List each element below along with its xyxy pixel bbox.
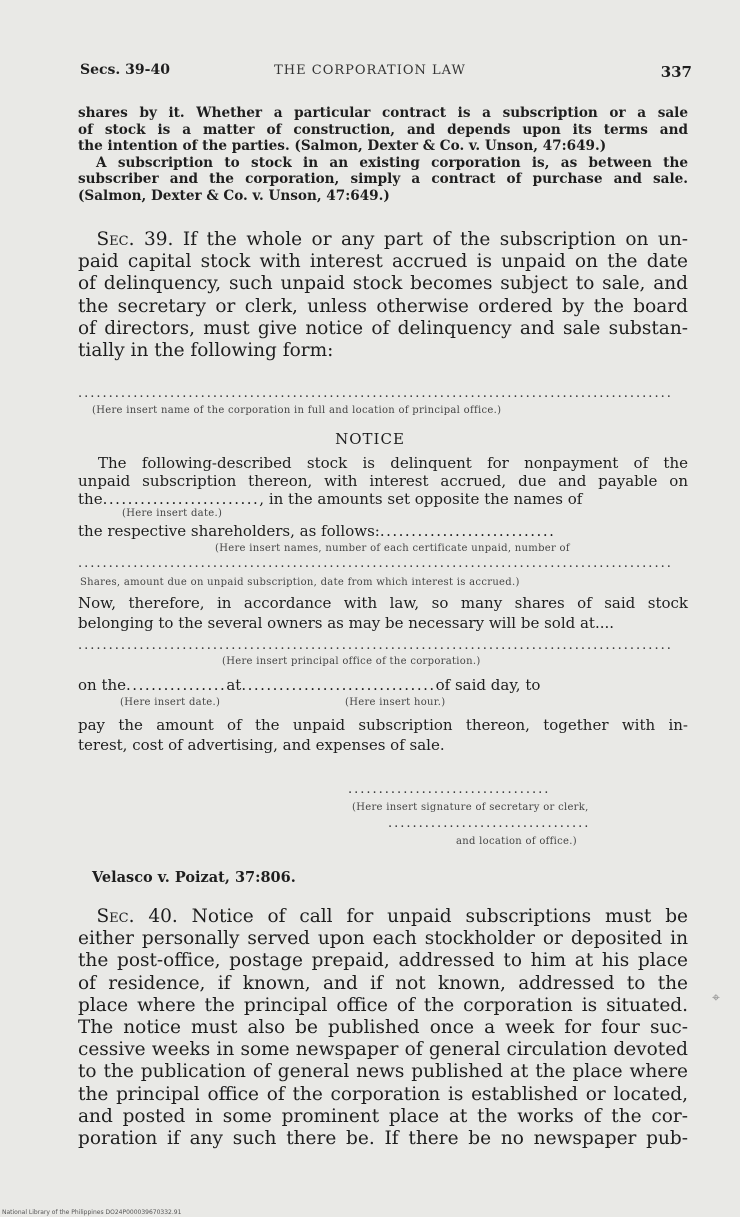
form-hint: and location of office.) [456,836,577,847]
section-39-line: the secretary or clerk, unless otherwise ordered by the board [78,295,688,317]
form-hint: (Here insert signature of secretary or clerk, [352,802,589,813]
section-40-line: The notice must also be published once a week for four suc- [78,1017,688,1039]
scan-mark: ⌖ [712,990,720,1006]
form-line: on the................at...............................of said day, to [78,676,541,694]
section-number: . 40. [128,906,178,927]
section-40-line: of residence, if known, and if not known, addressed to the [78,972,688,994]
section-39-line: of delinquency, such unpaid stock becomes subject to sale, and [78,273,688,295]
running-title: THE CORPORATION LAW [274,63,466,78]
form-line: the respective shareholders, as follows:............................ [78,522,556,540]
form-line: The following-described stock is delinquent for nonpayment of the [98,454,688,472]
section-reference: Secs. 39-40 [80,62,170,78]
form-hint: (Here insert hour.) [345,697,446,708]
scan-footer: National Library of the Philippines DO24P000039670332.91 [2,1209,182,1216]
section-40 [78,906,688,1150]
form-hint: (Here insert names, number of each certificate unpaid, number of [215,543,570,554]
form-hint: (Here insert name of the corporation in full and location of principal office.) [92,405,502,416]
section-40-line: either personally served upon each stockholder or deposited in [78,928,688,950]
section-label: Sec [96,906,129,927]
blank-line: ................................................................................................. [78,556,673,571]
section-39 [78,229,688,362]
blank-line: ................................................................................................. [78,386,673,401]
form-line: belonging to the several owners as may be necessary will be sold at.... [78,614,615,632]
note-line: the intention of the parties. (Salmon, Dexter & Co. v. Unson, 47:649.) [78,138,607,154]
form-line: unpaid subscription thereon, with interest accrued, due and payable on [78,472,688,490]
section-40-line: poration if any such there be. If there be no newspaper pub- [78,1128,688,1150]
note-line: (Salmon, Dexter & Co. v. Unson, 47:649.) [78,187,390,204]
section-40-line: cessive weeks in some newspaper of general circulation devoted [78,1039,688,1061]
form-hint: (Here insert date.) [122,508,223,519]
section-39-line: paid capital stock with interest accrued is unpaid on the date [78,251,688,273]
annotation-note [78,105,688,204]
signature-blank: ................................. [348,782,551,797]
section-40-line: Sec. 40. Notice of call for unpaid subscriptions must be [96,906,688,927]
blank-line: ................................................................................................. [78,638,673,653]
form-line: pay the amount of the unpaid subscription thereon, together with in- [78,716,688,734]
section-40-line: the principal office of the corporation is established or located, [78,1083,688,1105]
notice-title: NOTICE [335,430,405,448]
form-hint: (Here insert principal office of the corporation.) [222,656,481,667]
section-40-line: the post-office, postage prepaid, addressed to him at his place [78,950,688,972]
section-39-line: of directors, must give notice of delinquency and sale substan- [78,317,688,339]
note-line: subscriber and the corporation, simply a contract of purchase and sale. [78,171,688,187]
section-40-line: place where the principal office of the corporation is situated. [78,994,688,1016]
section-label: Sec [96,229,129,250]
section-40-line: and posted in some prominent place at the works of the cor- [78,1105,688,1127]
form-hint: Shares, amount due on unpaid subscription, date from which interest is accrued.) [80,577,520,588]
note-line: of stock is a matter of construction, and depends upon its terms and [78,121,688,138]
note-line: shares by it. Whether a particular contract is a subscription or a sale [78,105,688,121]
note-line: A subscription to stock in an existing corporation is, as between the [96,154,688,171]
form-line: terest, cost of advertising, and expenses of sale. [78,736,445,754]
signature-blank: ................................. [388,816,591,831]
section-39-line: Sec. 39. If the whole or any part of the subscription on un- [96,229,688,250]
form-line: the........................., in the amounts set opposite the names of [78,490,583,508]
section-40-line: to the publication of general news published at the place where [78,1061,688,1083]
section-number: . 39. [128,229,174,250]
form-hint: (Here insert date.) [120,697,221,708]
section-39-line: tially in the following form: [78,340,334,362]
case-citation: Velasco v. Poizat, 37:806. [92,869,296,886]
form-line: Now, therefore, in accordance with law, so many shares of said stock [78,594,688,612]
page-number: 337 [660,63,692,81]
